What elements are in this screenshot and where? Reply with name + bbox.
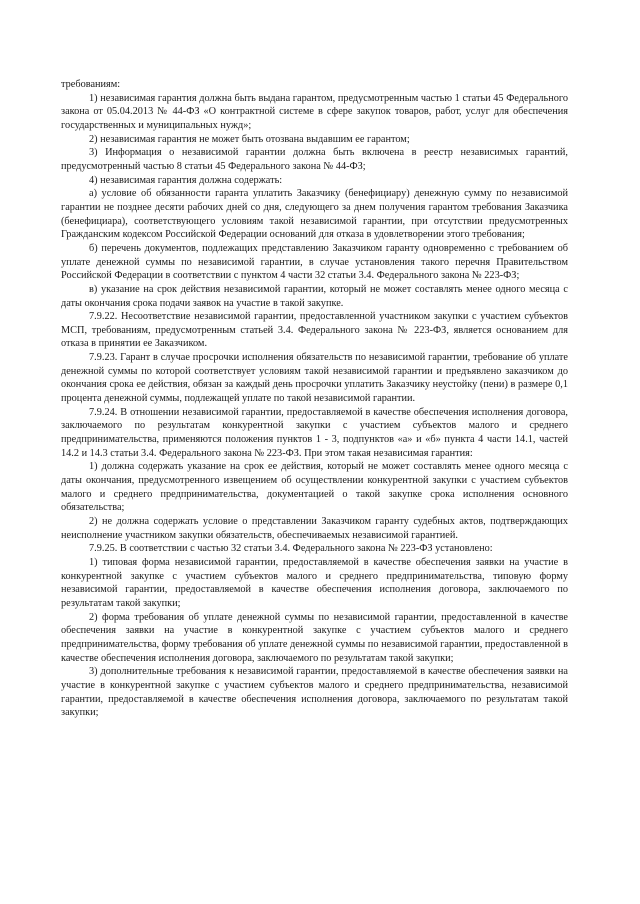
paragraph-7-9-22: 7.9.22. Несоответствие независимой гарантии, предоставленной участником закупки с участием субъектов МСП, требованиям, предусмотренным статьей 3.4. Федерального закона № 223-ФЗ, является основанием для отказа в принятии ее Заказчиком. [61, 311, 568, 350]
paragraph-7-9-25-item-2: 2) форма требования об уплате денежной суммы по независимой гарантии, предоставленной в качестве обеспечения заявки на участие в конкурентной закупке с участием субъектов малого и среднего предпринимательства, форму требования об уплате денежной суммы по независимой гарантии, предоставленной в качестве обеспечения исполнения договора, заключаемого по результатам такой закупки; [61, 611, 568, 664]
paragraph-7-9-25: 7.9.25. В соответствии с частью 32 статьи 3.4. Федерального закона № 223-ФЗ установлено: [89, 543, 493, 555]
paragraph-7-9-25-item-3: 3) дополнительные требования к независимой гарантии, предоставляемой в качестве обеспечения заявки на участие в конкурентной закупке с участием субъектов малого и среднего предпринимательства, независимой гарантии, предоставляемой в качестве обеспечения исполнения договора, заключаемого по результатам такой закупки; [61, 666, 568, 719]
document-page [61, 78, 568, 720]
paragraph-item-4v: в) указание на срок действия независимой гарантии, который не может составлять менее одного месяца с даты окончания срока подачи заявок на участие в такой закупке. [61, 283, 568, 309]
paragraph-7-9-25-item-1: 1) типовая форма независимой гарантии, предоставляемой в качестве обеспечения заявки на участие в конкурентной закупке с участием субъектов малого и среднего предпринимательства, типовую форму независимой гарантии, предоставляемой в качестве обеспечения исполнения договора, заключаемого по результатам такой закупки; [61, 556, 568, 609]
paragraph-item-2: 2) независимая гарантия не может быть отозвана выдавшим ее гарантом; [89, 133, 410, 145]
paragraph-7-9-24-item-2: 2) не должна содержать условие о представлении Заказчиком гаранту судебных актов, подтверждающих неисполнение участником закупки обязательств, обеспечиваемых независимой гарантией. [61, 516, 568, 541]
paragraph-7-9-24-item-1: 1) должна содержать указание на срок ее действия, который не может составлять менее одного месяца с даты окончания, предусмотренного извещением об осуществлении конкурентной закупки с участием субъектов малого и среднего предпринимательства, документацией о такой закупке срока исполнения основного обязательства; [61, 461, 568, 514]
paragraph-item-4a: а) условие об обязанности гаранта уплатить Заказчику (бенефициару) денежную сумму по независимой гарантии не позднее десяти рабочих дней со дня, следующего за днем получения гарантом требования Заказчика (бенефициара), соответствующего условиям такой независимой гарантии, при отсутствии предусмотренных Гражданским кодексом Российской Федерации оснований для отказа в удовлетворении этого требования; [61, 188, 568, 241]
paragraph-requirements-intro: требованиям: [61, 79, 121, 90]
paragraph-7-9-24: 7.9.24. В отношении независимой гарантии, предоставляемой в качестве обеспечения исполнения договора, заключаемого по результатам конкурентной закупки с участием субъектов малого и среднего предпринимательства, применяются положения пунктов 1 - 3, подпунктов «а» и «б» пункта 4 части 14.1, частей 14.2 и 14.3 статьи 3.4. Федерального закона № 223-ФЗ. При этом такая независимая гарантия: [61, 406, 568, 459]
paragraph-item-3: 3) Информация о независимой гарантии должна быть включена в реестр независимых гарантий, предусмотренный частью 8 статьи 45 Федерального закона № 44-ФЗ; [61, 147, 568, 172]
paragraph-item-1: 1) независимая гарантия должна быть выдана гарантом, предусмотренным частью 1 статьи 45 Федерального закона от 05.04.2013 № 44-ФЗ «О контрактной системе в сфере закупок товаров, работ, услуг для обеспечения государственных и муниципальных нужд»; [61, 92, 568, 131]
paragraph-7-9-23: 7.9.23. Гарант в случае просрочки исполнения обязательств по независимой гарантии, требование об уплате денежной суммы по которой соответствует условиям такой независимой гарантии и предъявлено заказчиком до окончания срока ее действия, обязан за каждый день просрочки уплатить Заказчику неустойку (пени) в размере 0,1 процента денежной суммы, подлежащей уплате по такой независимой гарантии. [61, 352, 568, 405]
paragraph-item-4b: б) перечень документов, подлежащих представлению Заказчиком гаранту одновременно с требованием об уплате денежной суммы по независимой гарантии, в случае установления такого перечня Правительством Российской Федерации в соответствии с пунктом 4 части 32 статьи 3.4. Федерального закона № 223-ФЗ; [61, 242, 568, 282]
paragraph-item-4: 4) независимая гарантия должна содержать: [89, 174, 283, 186]
